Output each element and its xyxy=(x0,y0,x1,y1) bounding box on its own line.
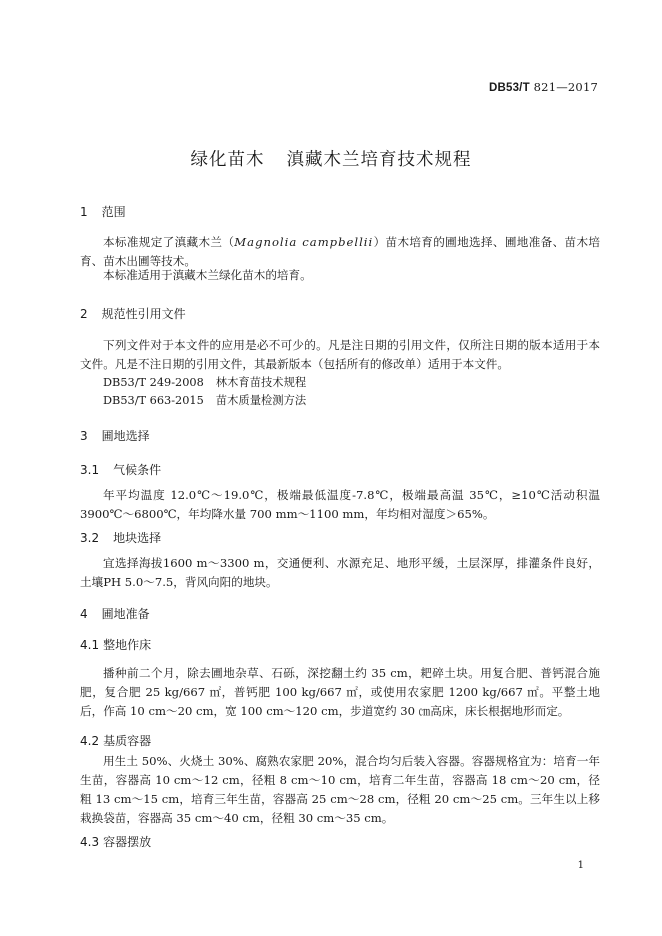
reference-item: DB53/T 663-2015 苗木质量检测方法 xyxy=(103,394,307,407)
page-number: 1 xyxy=(577,860,584,871)
section-4-2-paragraph: 用生土 50%、火烧土 30%、腐熟农家肥 20%，混合均匀后装入容器。容器规格宜为：培育一年生苗，容器高 10 cm～12 cm，径粗 8 cm～10 cm，培育二年生苗，容器高 18 cm～20 cm，径粗 13 cm～15 cm，培育三年生苗，容器高 25 cm～28 cm，径粗 20 cm～25 cm。三年生以上移栽换袋苗，容器高 35 cm～40 cm，径粗 30 cm～35 cm。 xyxy=(80,754,600,825)
section-4-3-heading: 4.3 容器摆放 xyxy=(80,835,152,849)
section-4-2-heading: 4.2 基质容器 xyxy=(80,734,152,748)
document-code: DB53/T 821—2017 xyxy=(488,80,598,94)
section-3-2-heading: 3.2 地块选择 xyxy=(80,531,162,545)
section-4-1-paragraph: 播种前二个月，除去圃地杂草、石砾，深挖翻土约 35 cm，耙碎土块。用复合肥、普钙混合施肥，复合肥 25 kg/667 ㎡，普钙肥 100 kg/667 ㎡，或使用农家肥 1200 kg/667 ㎡。平整土地后，作高 10 cm～20 cm，宽 100 cm～120 cm，步道宽约 30 ㎝高床，床长根据地形而定。 xyxy=(80,666,600,718)
section-2-paragraph: 下列文件对于本文件的应用是必不可少的。凡是注日期的引用文件，仅所注日期的版本适用于本文件。凡是不注日期的引用文件，其最新版本（包括所有的修改单）适用于本文件。 xyxy=(80,338,600,371)
section-3-heading: 3 圃地选择 xyxy=(80,429,150,443)
section-1-paragraph-1: 本标准规定了滇藏木兰（Magnolia campbellii）苗木培育的圃地选择、圃地准备、苗木培育、苗木出圃等技术。 xyxy=(80,235,600,268)
document-title: 绿化苗木 滇藏木兰培育技术规程 xyxy=(190,150,472,170)
section-3-2-paragraph: 宜选择海拔1600 m～3300 m，交通便利、水源充足、地形平缓，土层深厚，排灌条件良好， 土壤PH 5.0～7.5，背风向阳的地块。 xyxy=(80,556,600,589)
reference-item: DB53/T 249-2008 林木育苗技术规程 xyxy=(103,376,307,389)
section-3-1-heading: 3.1 气候条件 xyxy=(80,463,162,477)
section-3-1-paragraph: 年平均温度 12.0℃～19.0℃，极端最低温度-7.8℃，极端最高温 35℃，≥10℃活动积温 3900℃～6800℃，年均降水量 700 mm～1100 mm，年均相对湿度＞65%。 xyxy=(80,488,600,521)
section-4-heading: 4 圃地准备 xyxy=(80,607,150,621)
section-1-paragraph-2: 本标准适用于滇藏木兰绿化苗木的培育。 xyxy=(103,268,312,282)
section-1-heading: 1 范围 xyxy=(80,205,126,219)
section-4-1-heading: 4.1 整地作床 xyxy=(80,638,152,652)
section-2-heading: 2 规范性引用文件 xyxy=(80,307,186,321)
